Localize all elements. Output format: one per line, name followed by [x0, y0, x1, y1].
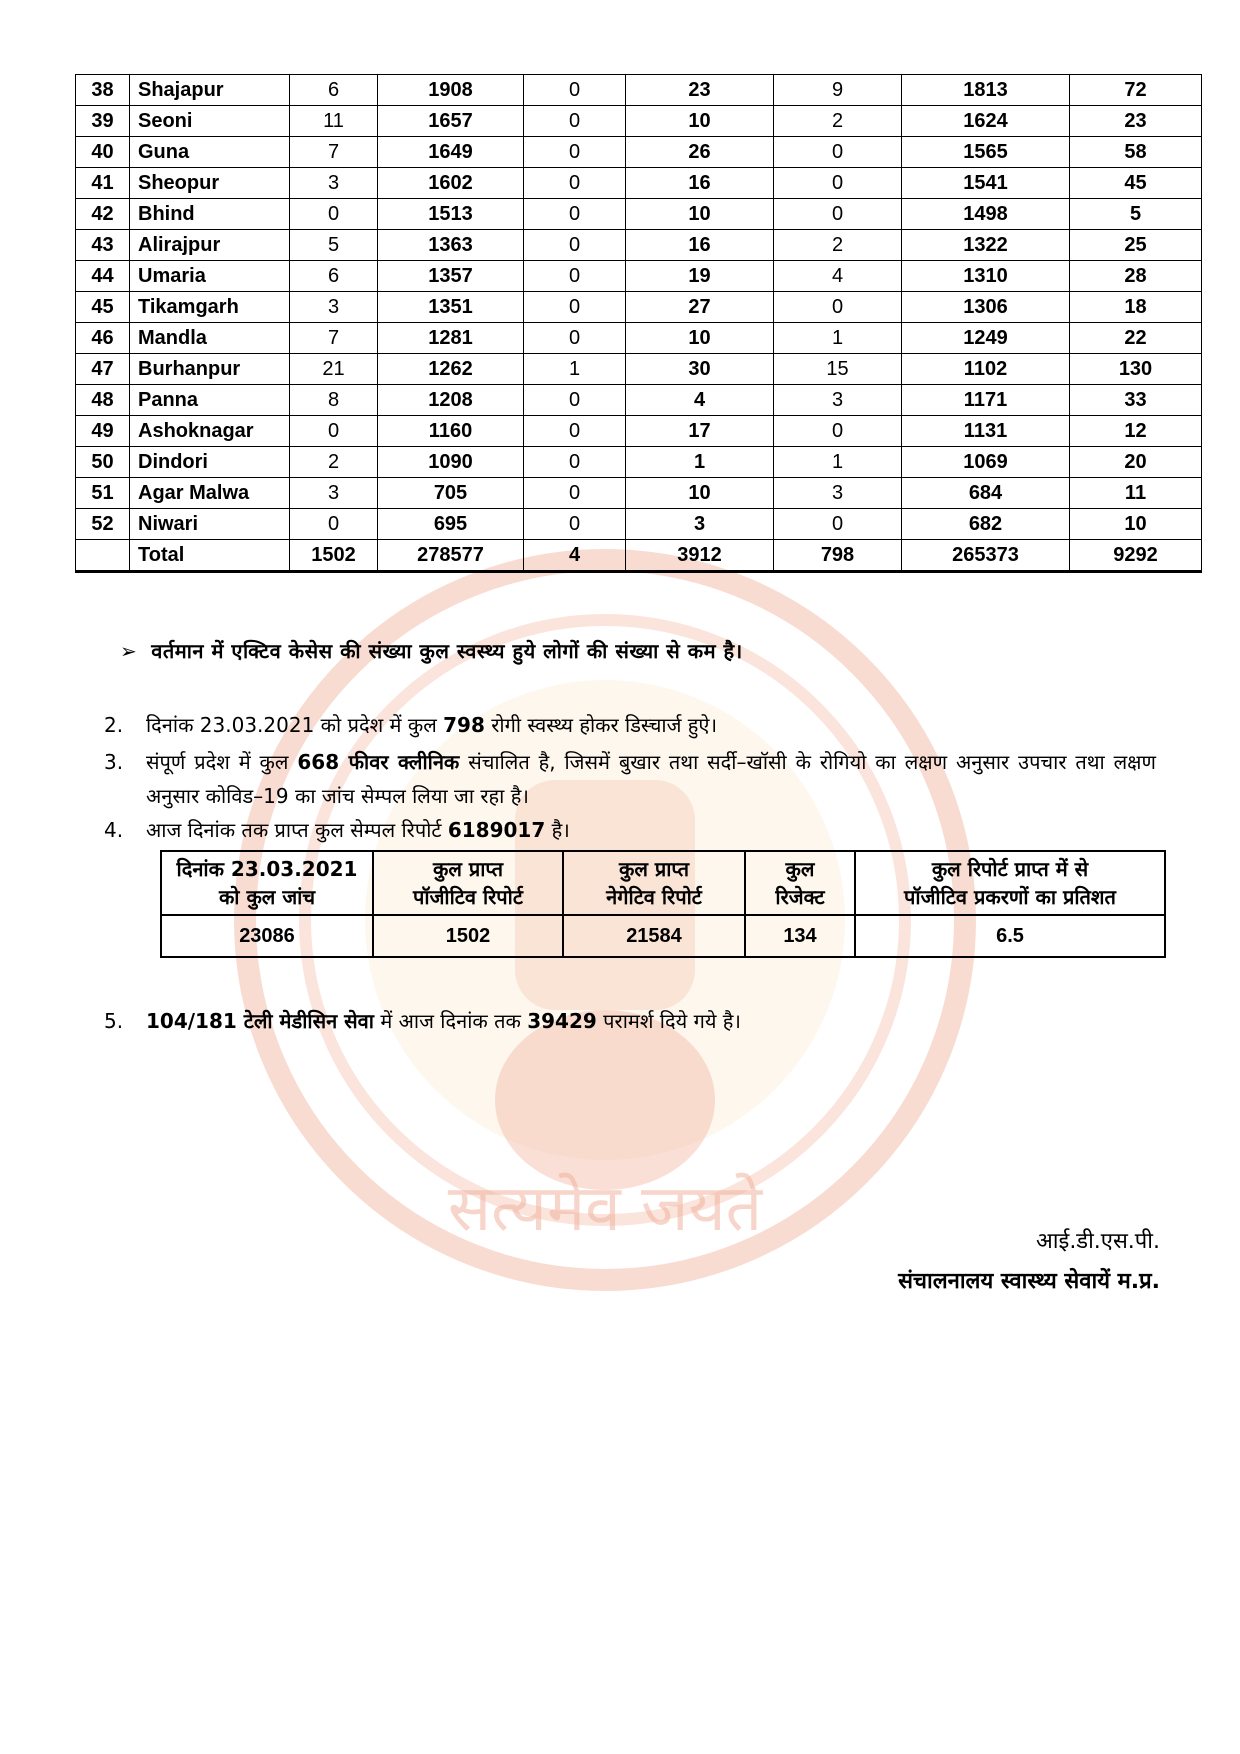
district-name-cell: Dindori — [130, 447, 290, 478]
table-cell: 2 — [774, 230, 902, 261]
table-cell: 43 — [76, 230, 130, 261]
table-cell: 1541 — [902, 168, 1070, 199]
summary-header: दिनांक 23.03.2021 को कुल जांच — [161, 851, 373, 915]
summary-header: कुल प्राप्त पॉजीटिव रिपोर्ट — [373, 851, 563, 915]
watermark-motto: सत्यमेव जयते — [447, 1172, 763, 1246]
table-cell: 1624 — [902, 106, 1070, 137]
table-cell: 0 — [774, 137, 902, 168]
table-cell: 21 — [290, 354, 378, 385]
table-row — [76, 447, 1202, 478]
table-cell: 3 — [290, 292, 378, 323]
table-row — [76, 416, 1202, 447]
table-cell — [76, 540, 130, 572]
table-cell: 23 — [626, 75, 774, 106]
summary-value: 23086 — [161, 915, 373, 957]
table-cell: 1262 — [378, 354, 524, 385]
table-cell: 4 — [774, 261, 902, 292]
table-cell: 1565 — [902, 137, 1070, 168]
table-row — [76, 168, 1202, 199]
table-row — [76, 137, 1202, 168]
district-name-cell: Umaria — [130, 261, 290, 292]
table-cell: 28 — [1070, 261, 1202, 292]
table-cell: 1090 — [378, 447, 524, 478]
table-cell: 11 — [1070, 478, 1202, 509]
point-5: 5. 104/181 टेली मेडीसिन सेवा में आज दिनांक तक 39429 परामर्श दिये गये है। — [104, 1009, 741, 1033]
district-name-cell: Shajapur — [130, 75, 290, 106]
table-cell: 1363 — [378, 230, 524, 261]
district-name-cell: Ashoknagar — [130, 416, 290, 447]
summary-header: कुल रिपोर्ट प्राप्त में से पॉजीटिव प्रकरणों का प्रतिशत — [855, 851, 1165, 915]
table-cell: 51 — [76, 478, 130, 509]
table-cell: 695 — [378, 509, 524, 540]
table-cell: 22 — [1070, 323, 1202, 354]
table-cell: 10 — [626, 478, 774, 509]
table-cell: 1310 — [902, 261, 1070, 292]
table-cell: 15 — [774, 354, 902, 385]
summary-value: 134 — [745, 915, 855, 957]
table-cell: 1171 — [902, 385, 1070, 416]
table-cell: 1322 — [902, 230, 1070, 261]
district-name-cell: Burhanpur — [130, 354, 290, 385]
point-3: 3. संपूर्ण प्रदेश में कुल 668 फीवर क्लीनिक संचालित है, जिसमें बुखार तथा सर्दी–खॉसी के रोगियो का लक्षण अनुसार उपचार तथा लक्षण अनुसार कोविड–19 का जांच सेम्पल लिया जा रहा है। — [104, 750, 1156, 808]
district-name-cell: Sheopur — [130, 168, 290, 199]
table-cell: 3 — [290, 168, 378, 199]
table-cell: 0 — [774, 292, 902, 323]
district-name-cell: Tikamgarh — [130, 292, 290, 323]
table-cell: 38 — [76, 75, 130, 106]
table-cell: 0 — [524, 478, 626, 509]
table-row — [76, 261, 1202, 292]
table-cell: 17 — [626, 416, 774, 447]
table-row — [76, 385, 1202, 416]
table-cell: 0 — [524, 385, 626, 416]
table-cell: 18 — [1070, 292, 1202, 323]
table-cell: 46 — [76, 323, 130, 354]
table-cell: 0 — [290, 416, 378, 447]
table-cell: 7 — [290, 137, 378, 168]
summary-value: 1502 — [373, 915, 563, 957]
table-row — [76, 199, 1202, 230]
table-cell: 1357 — [378, 261, 524, 292]
table-cell: 48 — [76, 385, 130, 416]
district-name-cell: Seoni — [130, 106, 290, 137]
table-cell: 5 — [290, 230, 378, 261]
table-cell: 684 — [902, 478, 1070, 509]
table-cell: 1498 — [902, 199, 1070, 230]
table-cell: 11 — [290, 106, 378, 137]
table-cell: 1069 — [902, 447, 1070, 478]
table-cell: 2 — [290, 447, 378, 478]
table-cell: 0 — [524, 199, 626, 230]
district-name-cell: Mandla — [130, 323, 290, 354]
table-cell: 45 — [76, 292, 130, 323]
table-cell: 4 — [524, 540, 626, 572]
district-cases-table — [75, 74, 1202, 573]
table-cell: 0 — [524, 292, 626, 323]
table-row — [76, 75, 1202, 106]
table-cell: 1208 — [378, 385, 524, 416]
table-cell: 0 — [774, 509, 902, 540]
bullet-active-cases — [120, 637, 743, 664]
table-cell: 10 — [1070, 509, 1202, 540]
table-cell: 47 — [76, 354, 130, 385]
table-cell: 0 — [524, 416, 626, 447]
table-cell: 7 — [290, 323, 378, 354]
total-row — [76, 540, 1202, 572]
table-cell: 1281 — [378, 323, 524, 354]
table-row — [76, 230, 1202, 261]
table-cell: 12 — [1070, 416, 1202, 447]
table-cell: 10 — [626, 323, 774, 354]
table-cell: 1351 — [378, 292, 524, 323]
table-cell: 45 — [1070, 168, 1202, 199]
table-cell: 33 — [1070, 385, 1202, 416]
table-cell: 0 — [524, 75, 626, 106]
signature-line-1: आई.डी.एस.पी. — [1036, 1229, 1160, 1254]
table-cell: 6 — [290, 261, 378, 292]
table-cell: 1 — [524, 354, 626, 385]
table-cell: 16 — [626, 168, 774, 199]
table-cell: 58 — [1070, 137, 1202, 168]
table-row — [76, 509, 1202, 540]
table-cell: 3 — [774, 385, 902, 416]
table-cell: 1131 — [902, 416, 1070, 447]
table-cell: 0 — [524, 106, 626, 137]
table-cell: 0 — [524, 447, 626, 478]
table-cell: 3912 — [626, 540, 774, 572]
district-name-cell: Agar Malwa — [130, 478, 290, 509]
table-cell: 0 — [524, 261, 626, 292]
table-cell: 705 — [378, 478, 524, 509]
table-cell: 1513 — [378, 199, 524, 230]
table-cell: 27 — [626, 292, 774, 323]
table-cell: 0 — [524, 323, 626, 354]
table-cell: 798 — [774, 540, 902, 572]
table-cell: 1249 — [902, 323, 1070, 354]
table-row — [76, 292, 1202, 323]
arrow-bullet-icon: ➢ — [120, 639, 138, 663]
table-cell: 1908 — [378, 75, 524, 106]
table-cell: 41 — [76, 168, 130, 199]
table-cell: 1 — [774, 323, 902, 354]
table-cell: 30 — [626, 354, 774, 385]
table-cell: 0 — [774, 199, 902, 230]
signature-line-2: संचालनालय स्वास्थ्य सेवायें म.प्र. — [898, 1269, 1160, 1294]
table-cell: 1102 — [902, 354, 1070, 385]
table-cell: 3 — [774, 478, 902, 509]
district-name-cell: Panna — [130, 385, 290, 416]
table-cell: 0 — [774, 416, 902, 447]
table-cell: 4 — [626, 385, 774, 416]
district-name-cell: Bhind — [130, 199, 290, 230]
table-cell: 5 — [1070, 199, 1202, 230]
district-name-cell: Guna — [130, 137, 290, 168]
point-2: 2. दिनांक 23.03.2021 को प्रदेश में कुल 798 रोगी स्वस्थ्य होकर डिस्चार्ज हुऐ। — [104, 713, 718, 737]
table-cell: 52 — [76, 509, 130, 540]
table-cell: 1649 — [378, 137, 524, 168]
table-cell: 3 — [626, 509, 774, 540]
table-cell: 0 — [524, 137, 626, 168]
table-cell: 9292 — [1070, 540, 1202, 572]
table-cell: 40 — [76, 137, 130, 168]
table-cell: 23 — [1070, 106, 1202, 137]
table-row — [76, 354, 1202, 385]
table-cell: 265373 — [902, 540, 1070, 572]
table-cell: 1657 — [378, 106, 524, 137]
table-cell: 1 — [774, 447, 902, 478]
table-cell: 16 — [626, 230, 774, 261]
table-cell: 0 — [524, 509, 626, 540]
table-cell: 1602 — [378, 168, 524, 199]
summary-header: कुल प्राप्त नेगेटिव रिपोर्ट — [563, 851, 745, 915]
table-cell: 20 — [1070, 447, 1202, 478]
table-cell: 682 — [902, 509, 1070, 540]
table-cell: 0 — [524, 230, 626, 261]
table-cell: 278577 — [378, 540, 524, 572]
table-cell: 49 — [76, 416, 130, 447]
table-cell: 0 — [774, 168, 902, 199]
summary-value: 21584 — [563, 915, 745, 957]
table-cell: 42 — [76, 199, 130, 230]
table-cell: 1306 — [902, 292, 1070, 323]
district-name-cell: Total — [130, 540, 290, 572]
district-name-cell: Alirajpur — [130, 230, 290, 261]
table-cell: 1813 — [902, 75, 1070, 106]
table-cell: 130 — [1070, 354, 1202, 385]
table-cell: 9 — [774, 75, 902, 106]
table-cell: 8 — [290, 385, 378, 416]
table-cell: 0 — [290, 509, 378, 540]
table-cell: 50 — [76, 447, 130, 478]
table-row — [76, 323, 1202, 354]
table-cell: 26 — [626, 137, 774, 168]
bullet-text: वर्तमान में एक्टिव केसेस की संख्या कुल स्वस्थ्य हुये लोगों की संख्या से कम है। — [151, 639, 743, 663]
table-row — [76, 106, 1202, 137]
point-4: 4. आज दिनांक तक प्राप्त कुल सेम्पल रिपोर्ट 6189017 है। — [104, 818, 570, 842]
table-row — [76, 478, 1202, 509]
table-cell: 1160 — [378, 416, 524, 447]
table-cell: 0 — [524, 168, 626, 199]
table-cell: 6 — [290, 75, 378, 106]
table-cell: 0 — [290, 199, 378, 230]
table-cell: 10 — [626, 106, 774, 137]
district-name-cell: Niwari — [130, 509, 290, 540]
table-cell: 1502 — [290, 540, 378, 572]
table-cell: 25 — [1070, 230, 1202, 261]
table-cell: 1 — [626, 447, 774, 478]
summary-header: कुल रिजेक्ट — [745, 851, 855, 915]
table-cell: 10 — [626, 199, 774, 230]
table-cell: 39 — [76, 106, 130, 137]
table-cell: 44 — [76, 261, 130, 292]
table-cell: 2 — [774, 106, 902, 137]
signature-block — [898, 1222, 1160, 1302]
summary-value: 6.5 — [855, 915, 1165, 957]
table-cell: 3 — [290, 478, 378, 509]
sample-summary-table — [160, 850, 1166, 958]
table-cell: 72 — [1070, 75, 1202, 106]
table-cell: 19 — [626, 261, 774, 292]
